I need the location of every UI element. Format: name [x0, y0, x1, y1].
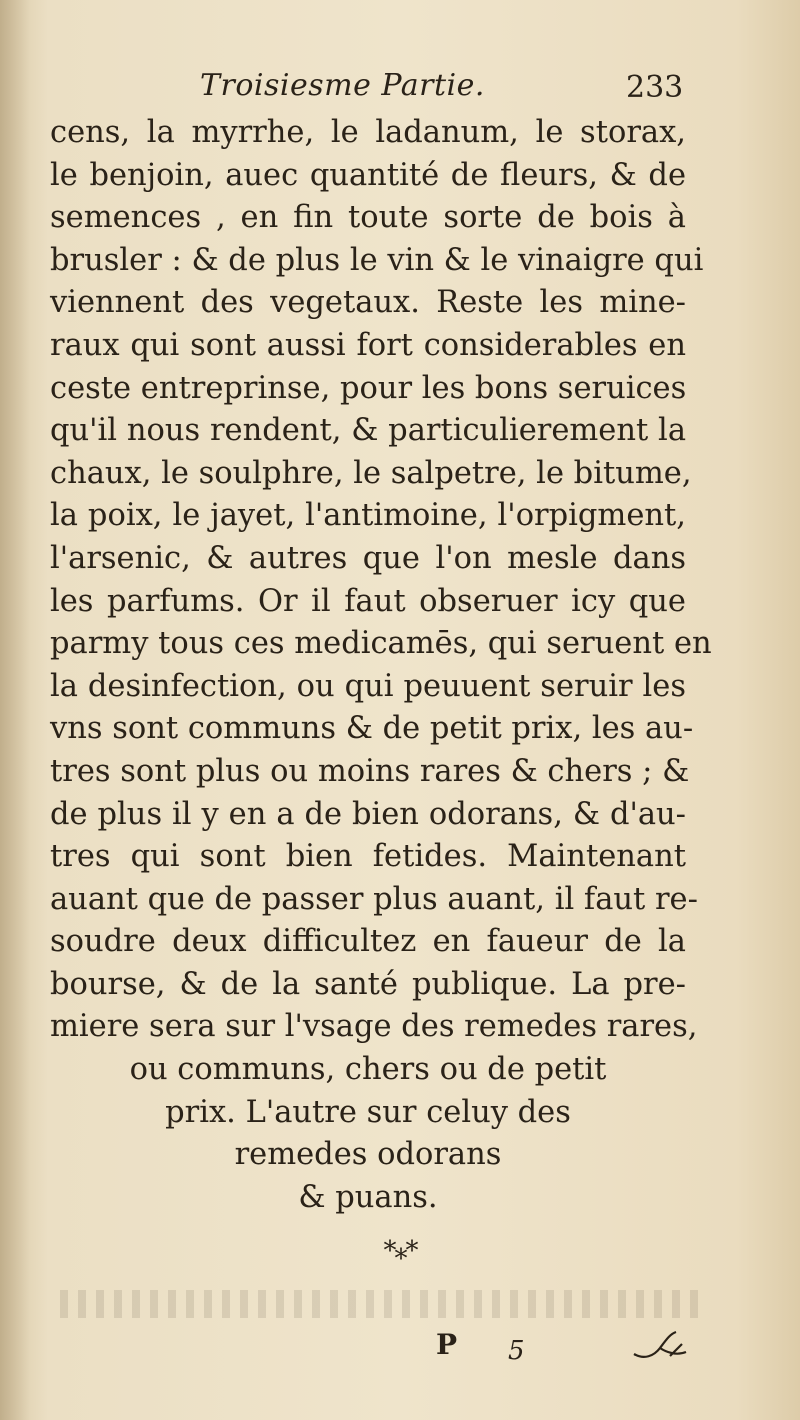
text-line: l'arsenic, & autres que l'on mesle dans [50, 540, 686, 576]
text-line: le benjoin, auec quantité de fleurs, & de [50, 157, 686, 193]
gutter-shadow [0, 0, 30, 1420]
text-line: la poix, le jayet, l'antimoine, l'orpigment, [50, 498, 686, 534]
page-header [0, 68, 800, 112]
centered-line: remedes odorans [234, 1137, 502, 1173]
text-line: soudre deux difficultez en faueur de la [50, 924, 686, 960]
text-line: les parfums. Or il faut obseruer icy que [50, 583, 686, 619]
text-line: tres sont plus ou moins rares & chers ; & [50, 753, 690, 789]
text-line: cens, la myrrhe, le ladanum, le storax, [50, 115, 686, 150]
text-line: la desinfection, ou qui peuuent seruir les [50, 668, 686, 704]
text-line: chaux, le soulphre, le salpetre, le bitume, [50, 455, 692, 491]
centered-line: ou communs, chers ou de petit [129, 1052, 607, 1088]
running-head: Troisiesme Partie. [200, 68, 485, 103]
text-line: tres qui sont bien fetides. Maintenant [50, 839, 686, 875]
folio-mark: 5 [508, 1336, 525, 1366]
text-line: semences , en fin toute sorte de bois à [50, 200, 686, 236]
text-line: viennent des vegetaux. Reste les mine- [50, 285, 686, 321]
text-line: raux qui sont aussi fort considerables en [50, 327, 686, 363]
body-text [50, 112, 712, 1219]
show-through-text [60, 1290, 700, 1318]
text-line: bourse, & de la santé publique. La pre- [50, 966, 686, 1002]
text-line: qu'il nous rendent, & particulierement la [50, 413, 686, 449]
signature-mark: P [436, 1328, 458, 1361]
text-line: miere sera sur l'vsage des remedes rares, [50, 1009, 698, 1045]
text-line: vns sont communs & de petit prix, les au- [50, 711, 694, 747]
centered-line: prix. L'autre sur celuy des [165, 1094, 571, 1130]
text-line: brusler : & de plus le vin & le vinaigre qui [50, 242, 704, 278]
flourish-icon [630, 1326, 690, 1366]
text-line: ceste entreprinse, pour les bons seruices [50, 370, 687, 406]
page-number: 233 [626, 70, 684, 105]
centered-line: & puans. [298, 1179, 438, 1215]
text-line: parmy tous ces medicamēs, qui seruent en [50, 626, 712, 662]
text-line: auant que de passer plus auant, il faut re- [50, 881, 698, 917]
text-line: de plus il y en a de bien odorans, & d'au- [50, 796, 686, 832]
asterism-ornament: *⁎* [383, 1236, 417, 1266]
